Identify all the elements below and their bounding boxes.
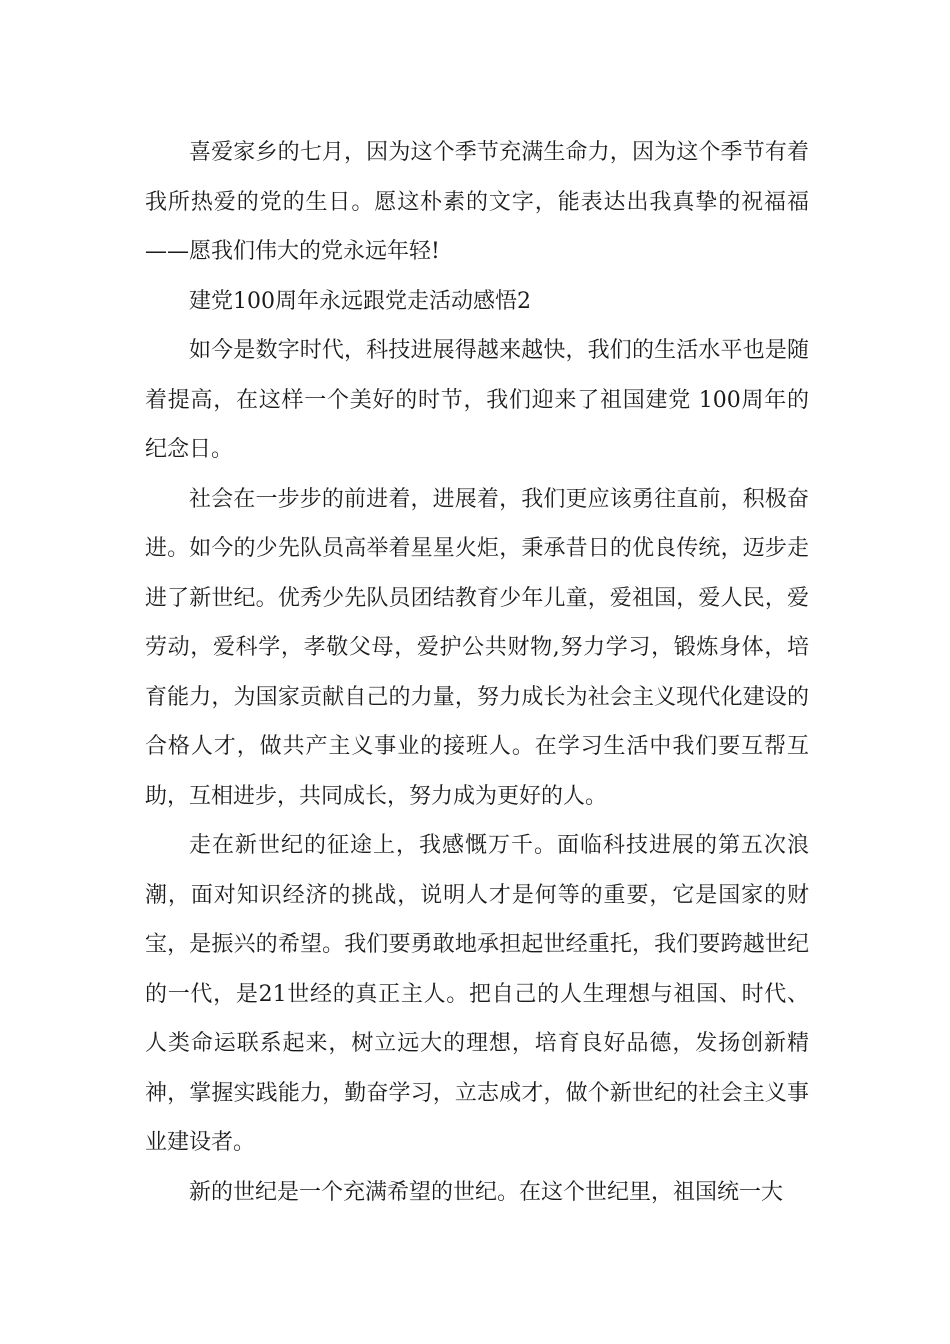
paragraph-4: 走在新世纪的征途上，我感慨万千。面临科技进展的第五次浪潮，面对知识经济的挑战，说明人才是何等的重要，它是国家的财宝，是振兴的希望。我们要勇敢地承担起世经重托，我们要跨越世纪的一代，是21世经的真正主人。把自己的人生理想与祖国、时代、人类命运联系起来，树立远大的理想，培育良好品德，发扬创新精神，掌握实践能力，勤奋学习，立志成才，做个新世纪的社会主义事业建设者。	[145, 833, 809, 1155]
paragraph-1: 喜爱家乡的七月，因为这个季节充满生命力，因为这个季节有着我所热爱的党的生日。愿这朴素的文字，能表达出我真挚的祝福福——愿我们伟大的党永远年轻!	[145, 140, 809, 264]
paragraph-3: 社会在一步步的前进着，进展着，我们更应该勇往直前，积极奋进。如今的少先队员高举着星星火炬，秉承昔日的优良传统，迈步走进了新世纪。优秀少先队员团结教育少年儿童，爱祖国，爱人民，爱劳动，爱科学，孝敬父母，爱护公共财物,努力学习，锻炼身体，培育能力，为国家贡献自己的力量，努力成长为社会主义现代化建设的合格人才，做共产主义事业的接班人。在学习生活中我们要互帮互助，互相进步，共同成长，努力成为更好的人。	[145, 486, 809, 809]
section-heading: 建党100周年永远跟党走活动感悟2	[189, 288, 531, 314]
paragraph-5: 新的世纪是一个充满希望的世纪。在这个世纪里，祖国统一大	[189, 1179, 784, 1205]
document-body	[145, 128, 809, 1217]
paragraph-2: 如今是数字时代，科技进展得越来越快，我们的生活水平也是随着提高，在这样一个美好的时节，我们迎来了祖国建党 100周年的纪念日。	[145, 338, 809, 462]
